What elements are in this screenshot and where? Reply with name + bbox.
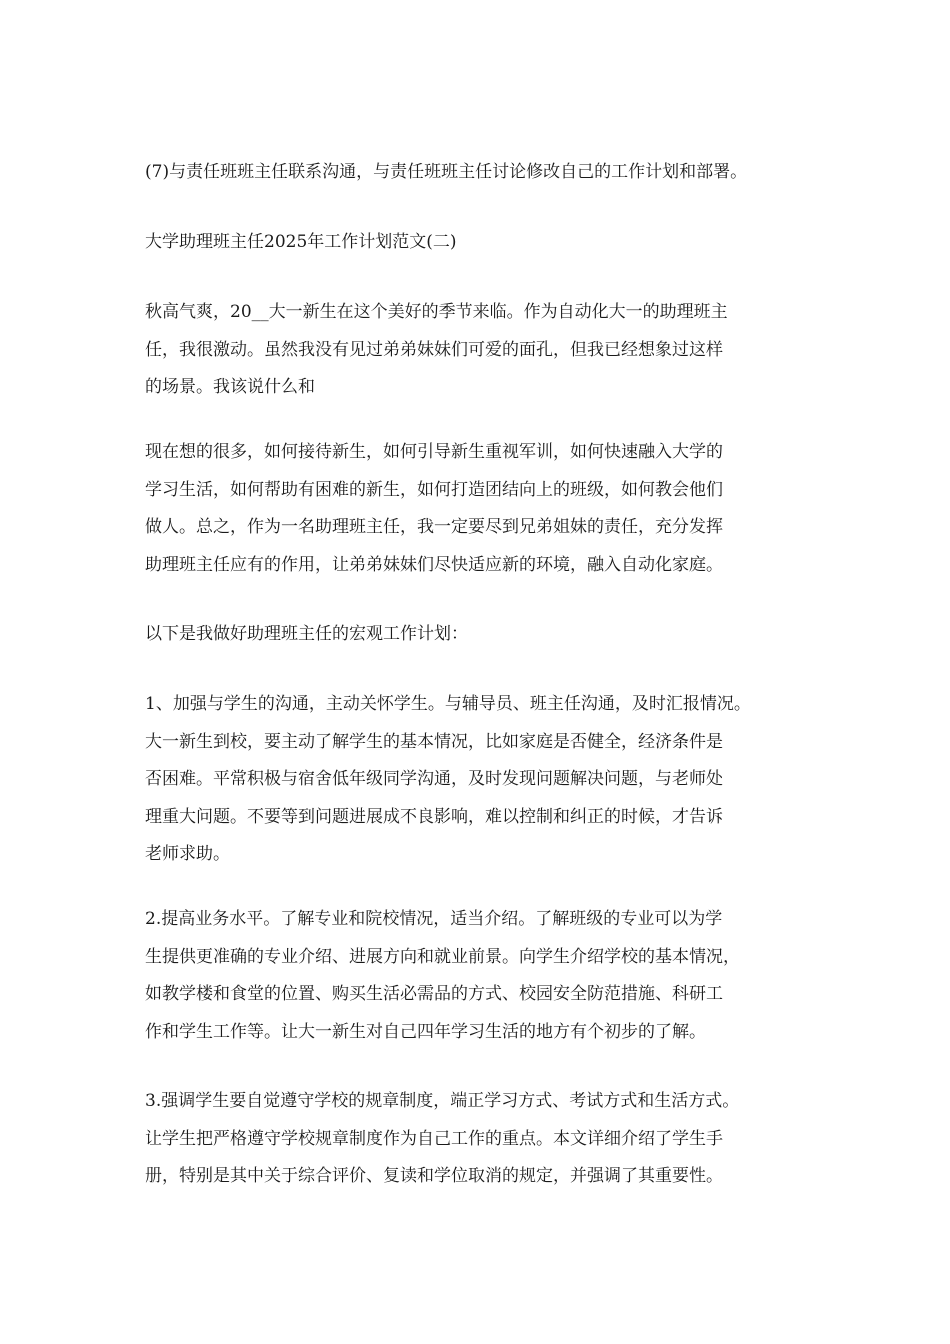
text-line: 1、加强与学生的沟通，主动关怀学生。与辅导员、班主任沟通，及时汇报情况。 <box>145 694 751 714</box>
text-line: 否困难。平常积极与宿舍低年级同学沟通，及时发现问题解决问题，与老师处 <box>145 769 723 789</box>
text-line: (7)与责任班班主任联系沟通，与责任班班主任讨论修改自己的工作计划和部署。 <box>145 162 748 182</box>
heading-line: 大学助理班主任2025年工作计划范文(二) <box>145 232 457 252</box>
text-line: 2.提高业务水平。了解专业和院校情况，适当介绍。了解班级的专业可以为学 <box>145 909 723 929</box>
text-line: 作和学生工作等。让大一新生对自己四年学习生活的地方有个初步的了解。 <box>145 1021 706 1042</box>
section-heading <box>145 224 835 262</box>
paragraph-thoughts <box>145 434 835 584</box>
paragraph-item-7 <box>145 154 835 192</box>
text-line: 理重大问题。不要等到问题进展成不良影响，难以控制和纠正的时候，才告诉 <box>145 806 723 827</box>
text-line: 生提供更准确的专业介绍、进展方向和就业前景。向学生介绍学校的基本情况， <box>145 946 740 967</box>
text-line: 让学生把严格遵守学校规章制度作为自己工作的重点。本文详细介绍了学生手 <box>145 1128 723 1149</box>
paragraph-plan-intro <box>145 616 835 654</box>
text-line: 秋高气爽，20__大一新生在这个美好的季节来临。作为自动化大一的助理班主 <box>145 302 728 322</box>
paragraph-point-1 <box>145 686 835 874</box>
text-line: 3.强调学生要自觉遵守学校的规章制度，端正学习方式、考试方式和生活方式。 <box>145 1091 740 1111</box>
text-line: 现在想的很多，如何接待新生，如何引导新生重视军训，如何快速融入大学的 <box>145 442 723 462</box>
text-line: 做人。总之，作为一名助理班主任，我一定要尽到兄弟姐妹的责任，充分发挥 <box>145 517 723 537</box>
text-line: 如教学楼和食堂的位置、购买生活必需品的方式、校园安全防范措施、科研工 <box>145 984 723 1004</box>
text-line: 助理班主任应有的作用，让弟弟妹妹们尽快适应新的环境，融入自动化家庭。 <box>145 554 723 575</box>
paragraph-intro <box>145 294 835 407</box>
text-line: 任，我很激动。虽然我没有见过弟弟妹妹们可爱的面孔，但我已经想象过这样 <box>145 339 723 360</box>
text-line: 册，特别是其中关于综合评价、复读和学位取消的规定，并强调了其重要性。 <box>145 1166 723 1186</box>
paragraph-point-2 <box>145 901 835 1051</box>
text-line: 大一新生到校，要主动了解学生的基本情况，比如家庭是否健全，经济条件是 <box>145 731 723 752</box>
text-line: 以下是我做好助理班主任的宏观工作计划： <box>145 624 468 644</box>
paragraph-point-3 <box>145 1083 835 1196</box>
text-line: 老师求助。 <box>145 844 230 864</box>
text-line: 的场景。我该说什么和 <box>145 377 315 397</box>
text-line: 学习生活，如何帮助有困难的新生，如何打造团结向上的班级，如何教会他们 <box>145 479 723 500</box>
